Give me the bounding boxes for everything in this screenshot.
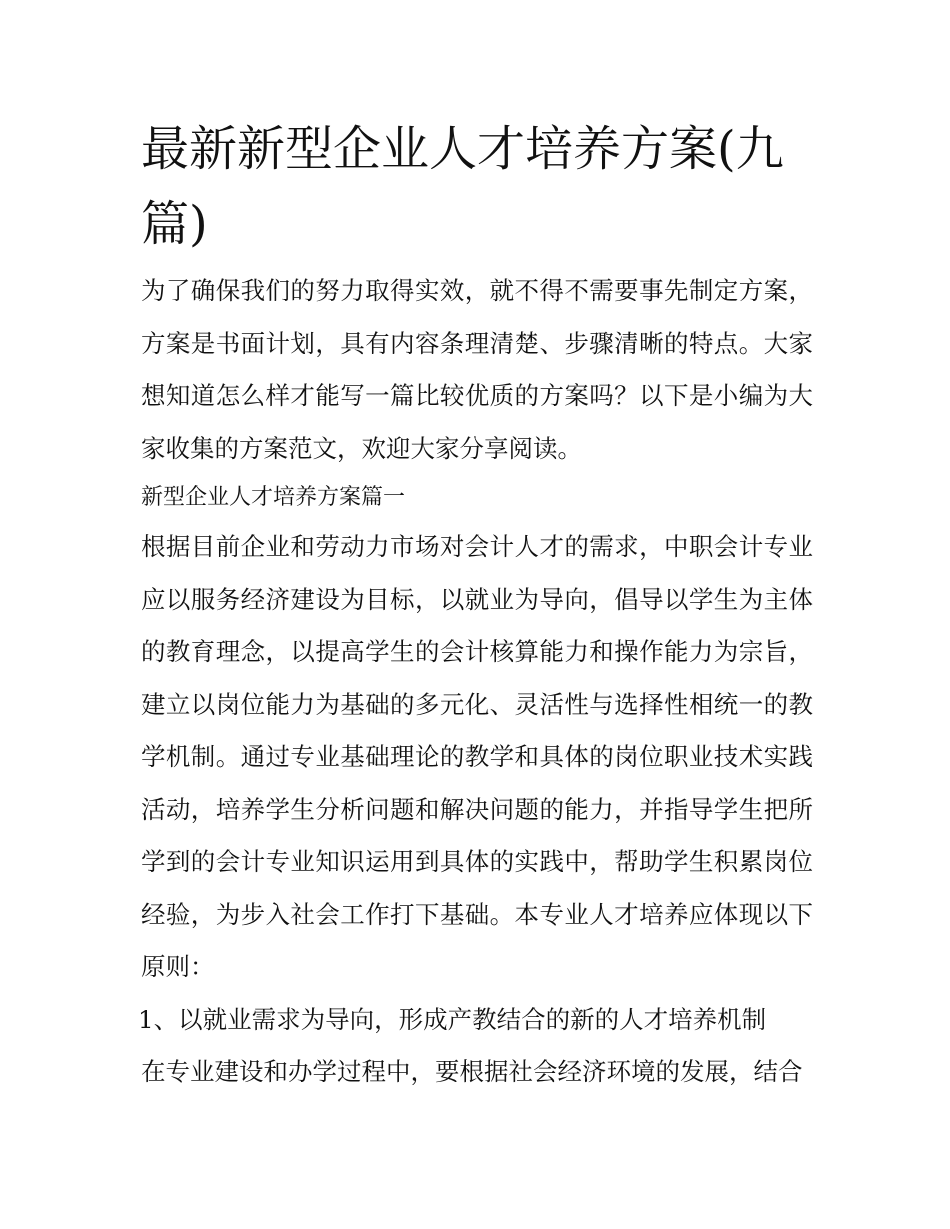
section-heading: 新型企业人才培养方案篇一	[141, 485, 406, 510]
document-content	[138, 112, 813, 1099]
point-1-body-paragraph: 在专业建设和办学过程中，要根据社会经济环境的发展，结合	[141, 1057, 803, 1086]
section-body-paragraph: 根据目前企业和劳动力市场对会计人才的需求，中职会计专业应以服务经济建设为目标，以就业为导向，倡导以学生为主体的教育理念，以提高学生的会计核算能力和操作能力为宗旨，建立以岗位能力为基础的多元化、灵活性与选择性相统一的教学机制。通过专业基础理论的教学和具体的岗位职业技术实践活动，培养学生分析问题和解决问题的能力，并指导学生把所学到的会计专业知识运用到具体的实践中，帮助学生积累岗位经验，为步入社会工作打下基础。本专业人才培养应体现以下原则：	[141, 532, 813, 981]
intro-paragraph: 为了确保我们的努力取得实效，就不得不需要事先制定方案，方案是书面计划，具有内容条理清楚、步骤清晰的特点。大家想知道怎么样才能写一篇比较优质的方案吗？以下是小编为大家收集的方案范文，欢迎大家分享阅读。	[141, 276, 813, 463]
document-title: 最新新型企业人才培养方案(九篇)	[141, 121, 784, 252]
point-1-heading: 1、以就业需求为导向，形成产教结合的新的人才培养机制	[138, 1004, 767, 1034]
